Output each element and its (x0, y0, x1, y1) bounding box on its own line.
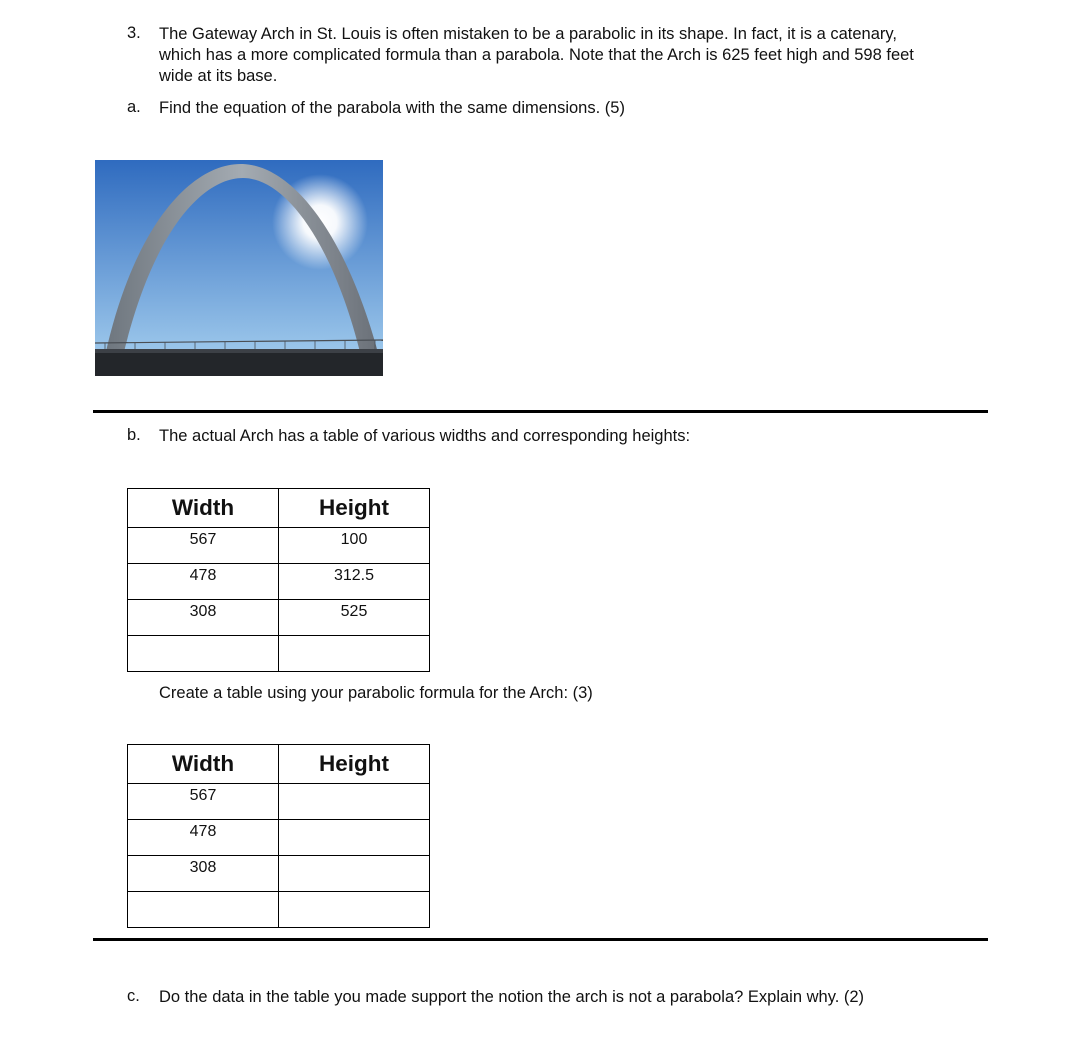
table-cell: 525 (279, 600, 430, 636)
table-cell (279, 636, 430, 672)
question-number: 3. (127, 24, 141, 42)
section-divider (93, 410, 988, 413)
table-row (128, 856, 430, 892)
part-c-marker: c. (127, 987, 140, 1005)
table-cell-blank[interactable] (279, 892, 430, 928)
table-header-row (128, 745, 430, 784)
table-cell: 478 (128, 564, 279, 600)
table-cell: 478 (128, 820, 279, 856)
table-row (128, 600, 430, 636)
table-cell (128, 636, 279, 672)
part-a-text: Find the equation of the parabola with the same dimensions. (5) (159, 99, 625, 117)
part-a-marker: a. (127, 98, 141, 116)
table-cell-blank[interactable] (279, 856, 430, 892)
question-text (159, 24, 979, 87)
table-cell-blank[interactable] (279, 820, 430, 856)
gateway-arch-photo (95, 160, 383, 376)
parabola-table (127, 744, 430, 928)
table-cell-blank[interactable] (279, 784, 430, 820)
header-width: Width (128, 745, 279, 784)
table-row (128, 892, 430, 928)
table-cell: 308 (128, 856, 279, 892)
table-cell: 567 (128, 528, 279, 564)
part-b-text: The actual Arch has a table of various widths and corresponding heights: (159, 427, 691, 445)
question-text-line: wide at its base. (159, 67, 278, 85)
actual-arch-table (127, 488, 430, 672)
header-height: Height (279, 745, 430, 784)
table-cell: 308 (128, 600, 279, 636)
question-text-line: The Gateway Arch in St. Louis is often mistaken to be a parabolic in its shape. In fact, it is a catenary, (159, 25, 897, 43)
table-row (128, 636, 430, 672)
table-row (128, 528, 430, 564)
create-table-text: Create a table using your parabolic formula for the Arch: (3) (159, 684, 593, 702)
table-cell-blank[interactable] (128, 892, 279, 928)
part-c-text: Do the data in the table you made support the notion the arch is not a parabola? Explain why. (2) (159, 988, 865, 1006)
question-text-line: which has a more complicated formula than a parabola. Note that the Arch is 625 feet high and 598 feet (159, 46, 914, 64)
table-header-row (128, 489, 430, 528)
part-b-marker: b. (127, 426, 141, 444)
table-row (128, 820, 430, 856)
header-width: Width (128, 489, 279, 528)
table-cell: 312.5 (279, 564, 430, 600)
table-cell: 567 (128, 784, 279, 820)
header-height: Height (279, 489, 430, 528)
section-divider (93, 938, 988, 941)
table-row (128, 784, 430, 820)
table-row (128, 564, 430, 600)
table-cell: 100 (279, 528, 430, 564)
